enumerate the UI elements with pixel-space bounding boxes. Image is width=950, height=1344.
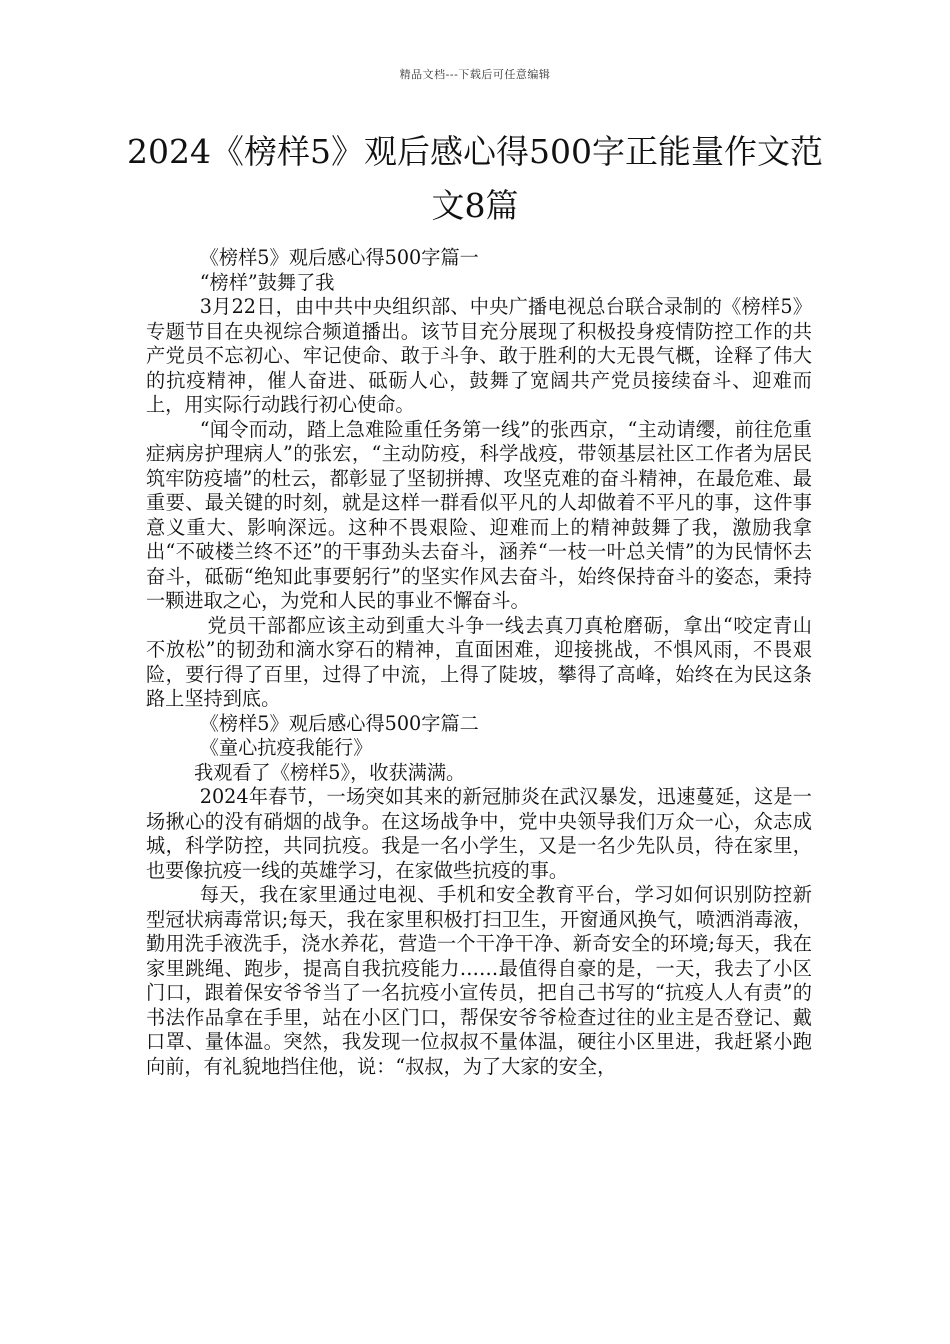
paragraph: 每天，我在家里通过电视、手机和安全教育平台，学习如何识别防控新型冠状病毒常识;每天，我在家里积极打扫卫生，开窗通风换气，喷洒消毒液，勤用洗手液洗手，浇水养花，营造一个干净干净、新奇安全的环境;每天，我在家里跳绳、跑步，提高自我抗疫能力……最值得自豪的是，一天，我去了小区门口，跟着保安爷爷当了一名抗疫小宣传员，把自己书写的“抗疫人人有责”的书法作品拿在手里，站在小区门口，帮保安爷爷检查过往的业主是否登记、戴口罩、量体温。突然，我发现一位叔叔不量体温，硬往小区里进，我赶紧小跑向前，有礼貌地挡住他，说：“叔叔，为了大家的安全， bbox=[146, 883, 812, 1078]
header-note: 精品文档---下载后可任意编辑 bbox=[399, 68, 551, 81]
paragraph: 我观看了《榜样5》，收获满满。 bbox=[194, 760, 466, 784]
document-body bbox=[146, 246, 812, 1079]
paragraph: 党员干部都应该主动到重大斗争一线去真刀真枪磨砺，拿出“咬定青山不放松”的韧劲和滴水穿石的精神，直面困难，迎接挑战，不惧风雨，不畏艰险，要行得了百里，过得了中流，上得了陡坡，攀得了高峰，始终在为民这条路上坚持到底。 bbox=[146, 613, 812, 710]
subtitle-1: “榜样”鼓舞了我 bbox=[199, 270, 335, 294]
paragraph: 2024年春节，一场突如其来的新冠肺炎在武汉暴发，迅速蔓延，这是一场揪心的没有硝烟的战争。在这场战争中，党中央领导我们万众一心，众志成城，科学防控，共同抗疫。我是一名小学生，又是一名少先队员，待在家里，也要像抗疫一线的英雄学习，在家做些抗疫的事。 bbox=[146, 785, 812, 882]
paragraph: “闻令而动，踏上急难险重任务第一线”的张西京，“主动请缨，前往危重症病房护理病人”的张宏，“主动防疫，科学战疫，带领基层社区工作者为居民筑牢防疫墙”的杜云，都彰显了坚韧拼搏、攻坚克难的奋斗精神，在最危难、最重要、最关键的时刻，就是这样一群看似平凡的人却做着不平凡的事，这件事意义重大、影响深远。这种不畏艰险、迎难而上的精神鼓舞了我，激励我拿出“不破楼兰终不还”的干事劲头去奋斗，涵养“一枝一叶总关情”的为民情怀去奋斗，砥砺“绝知此事要躬行”的坚实作风去奋斗，始终保持奋斗的姿态，秉持一颗进取之心，为党和人民的事业不懈奋斗。 bbox=[146, 417, 812, 612]
section-heading-1: 《榜样5》观后感心得500字篇一 bbox=[199, 246, 479, 269]
page-title: 2024《榜样5》观后感心得500字正能量作文范文8篇 bbox=[127, 132, 823, 225]
paragraph: 3月22日，由中共中央组织部、中央广播电视总台联合录制的《榜样5》专题节目在央视综合频道播出。该节目充分展现了积极投身疫情防控工作的共产党员不忘初心、牢记使命、敢于斗争、敢于胜利的大无畏气概，诠释了伟大的抗疫精神，催人奋进、砥砺人心，鼓舞了宽阔共产党员接续奋斗、迎难而上，用实际行动践行初心使命。 bbox=[146, 295, 812, 416]
subtitle-2: 《童心抗疫我能行》 bbox=[199, 736, 373, 759]
section-heading-2: 《榜样5》观后感心得500字篇二 bbox=[199, 711, 479, 735]
